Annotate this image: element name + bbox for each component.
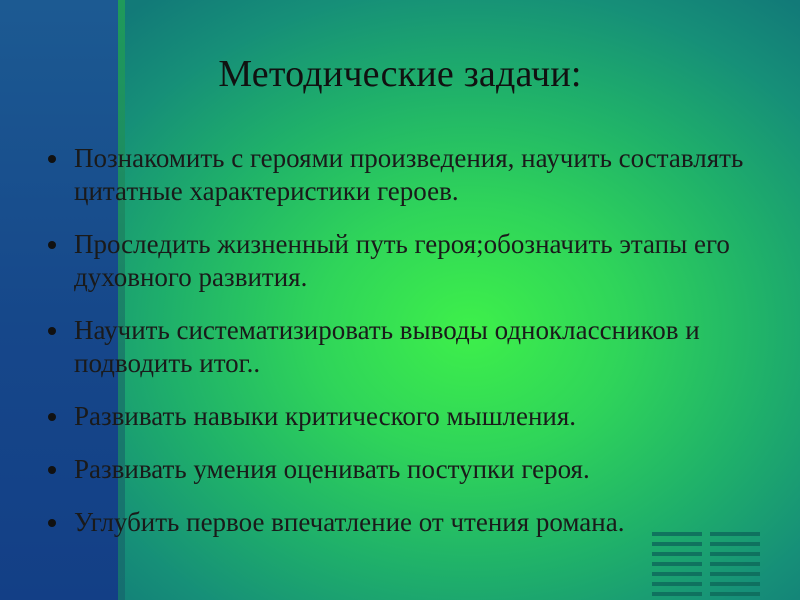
bullet-item [42,400,762,433]
bullet-dot-icon [48,327,56,335]
decorative-grid-icon [710,530,760,600]
bullet-text: Познакомить с героями произведения, научить составлять цитатные характеристики героев. [74,143,744,206]
bullet-dot-icon [48,413,56,421]
bullet-text: Развивать умения оценивать поступки героя. [74,454,590,484]
bullet-item [42,314,762,380]
bullet-text: Проследить жизненный путь героя;обозначить этапы его духовного развития. [74,229,730,292]
bullet-item [42,453,762,486]
bullet-dot-icon [48,241,56,249]
bullet-dot-icon [48,155,56,163]
bullet-text: Научить систематизировать выводы одноклассников и подводить итог.. [74,315,700,378]
bullet-list [42,142,762,559]
decorative-grid-icon [652,530,702,600]
bullet-item [42,228,762,294]
bullet-text: Углубить первое впечатление от чтения романа. [74,507,625,537]
bullet-dot-icon [48,519,56,527]
bullet-text: Развивать навыки критического мышления. [74,401,577,431]
bullet-item [42,142,762,208]
bullet-dot-icon [48,466,56,474]
slide-title: Методические задачи: [218,53,582,95]
